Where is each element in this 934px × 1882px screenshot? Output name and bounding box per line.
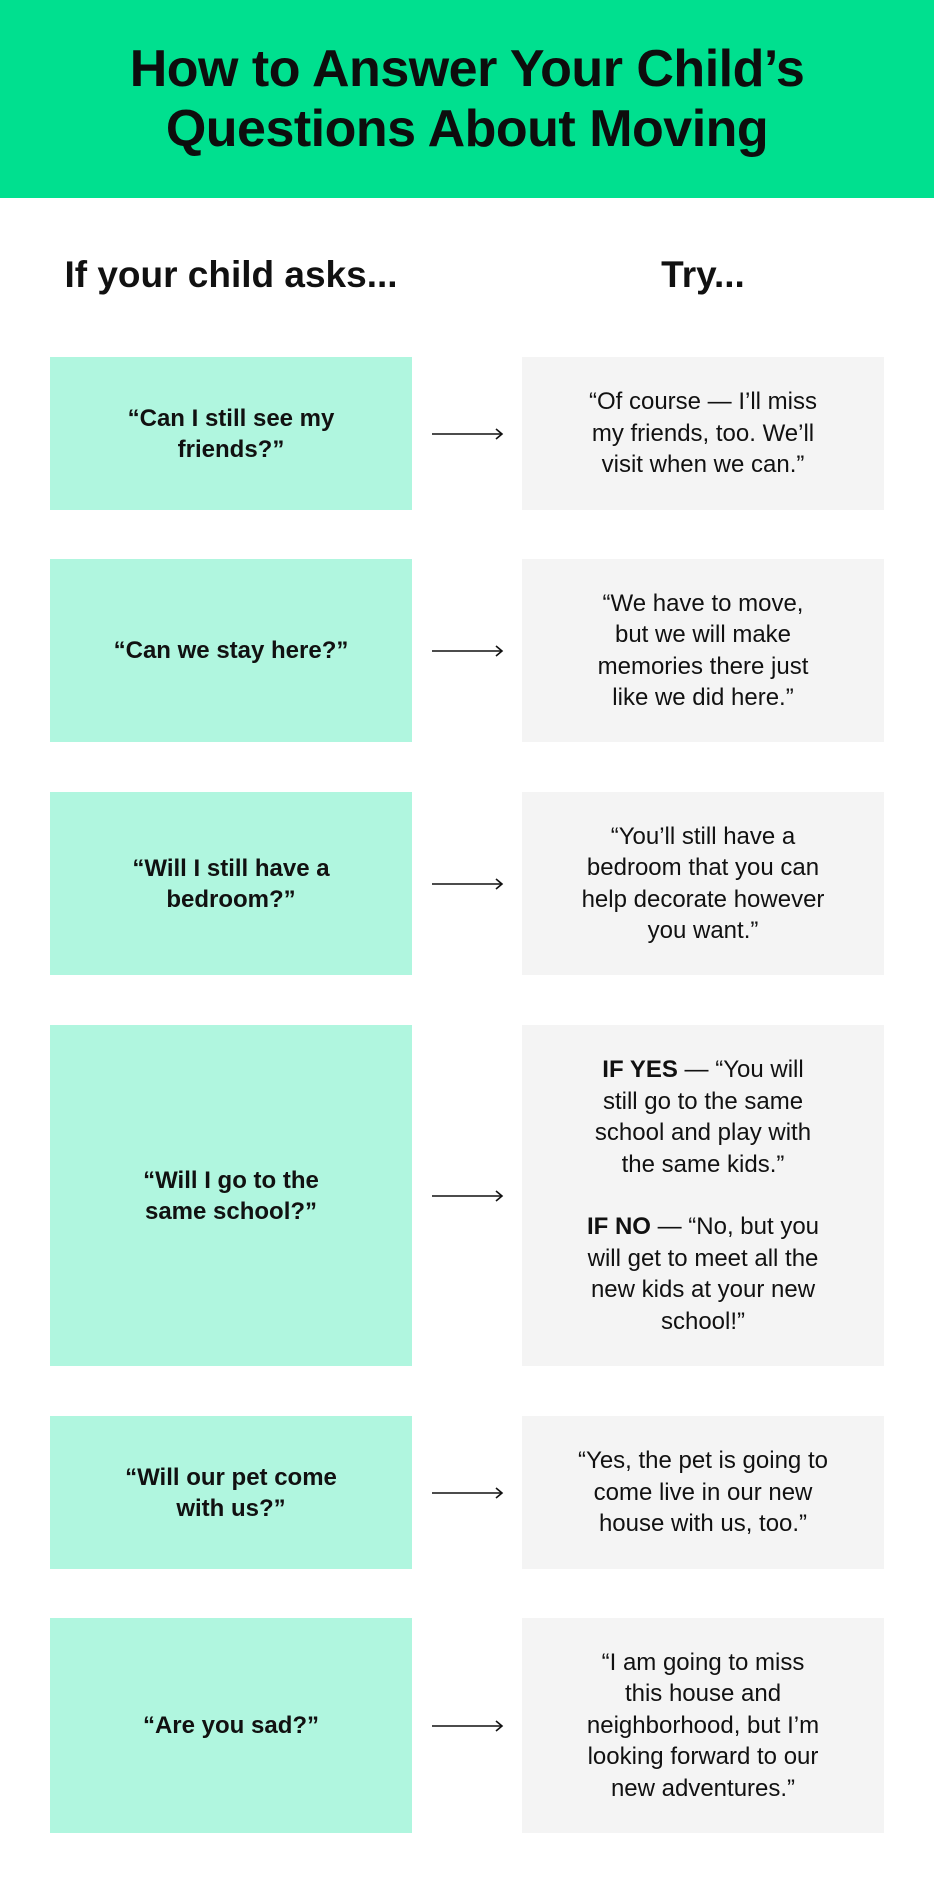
question-text: “Will our pet come with us?”: [125, 1463, 337, 1522]
question-card: [50, 357, 412, 510]
qa-row-sad: [0, 1618, 934, 1833]
answer-card: [522, 559, 884, 742]
answer-text: “I am going to miss this house and neighborhood, but I’m looking forward to our new adventures.”: [586, 1648, 820, 1802]
column-header-questions: If your child asks...: [64, 254, 398, 295]
qa-row-school: [0, 1025, 934, 1366]
answer-card: [522, 1416, 884, 1569]
answer-if-no: [583, 1211, 823, 1337]
page-title: How to Answer Your Child’s Questions About Moving: [129, 40, 805, 158]
answer-text: “We have to move, but we will make memories there just like we did here.”: [597, 589, 809, 711]
question-card: [50, 1025, 412, 1366]
if-yes-label: IF YES: [602, 1056, 678, 1083]
header-banner: [0, 0, 934, 198]
qa-row-stay-here: [0, 559, 934, 742]
question-card: [50, 792, 412, 975]
answer-card: [522, 357, 884, 510]
answer-card: [522, 792, 884, 975]
question-card: [50, 1618, 412, 1833]
answer-text: [583, 1054, 823, 1337]
qa-row-pet: [0, 1416, 934, 1569]
qa-row-friends: [0, 357, 934, 510]
answer-text: “Yes, the pet is going to come live in our new house with us, too.”: [578, 1447, 828, 1538]
if-no-text: — “No, but you will get to meet all the new kids at your new school!”: [587, 1213, 820, 1335]
arrow-right-icon: [432, 644, 504, 658]
if-yes-text: — “You will still go to the same school and play with the same kids.”: [594, 1056, 812, 1178]
question-card: [50, 1416, 412, 1569]
arrow-right-icon: [432, 427, 504, 441]
arrow-right-icon: [432, 877, 504, 891]
question-text: “Are you sad?”: [142, 1712, 320, 1739]
question-text: “Can I still see my friends?”: [127, 404, 335, 463]
answer-card: [522, 1618, 884, 1833]
question-card: [50, 559, 412, 742]
arrow-right-icon: [432, 1486, 504, 1500]
question-text: “Will I still have a bedroom?”: [132, 854, 330, 913]
arrow-right-icon: [432, 1189, 504, 1203]
if-no-label: IF NO: [586, 1213, 651, 1240]
arrow-right-icon: [432, 1719, 504, 1733]
answer-if-yes: [583, 1054, 823, 1180]
answer-text: “You’ll still have a bedroom that you can help decorate however you want.”: [581, 822, 825, 944]
answer-text: “Of course — I’ll miss my friends, too. We’ll visit when we can.”: [588, 388, 818, 479]
question-text: “Can we stay here?”: [113, 637, 349, 664]
question-text: “Will I go to the same school?”: [143, 1166, 319, 1225]
answer-card: [522, 1025, 884, 1366]
qa-row-bedroom: [0, 792, 934, 975]
column-header-answers: Try...: [661, 254, 745, 295]
